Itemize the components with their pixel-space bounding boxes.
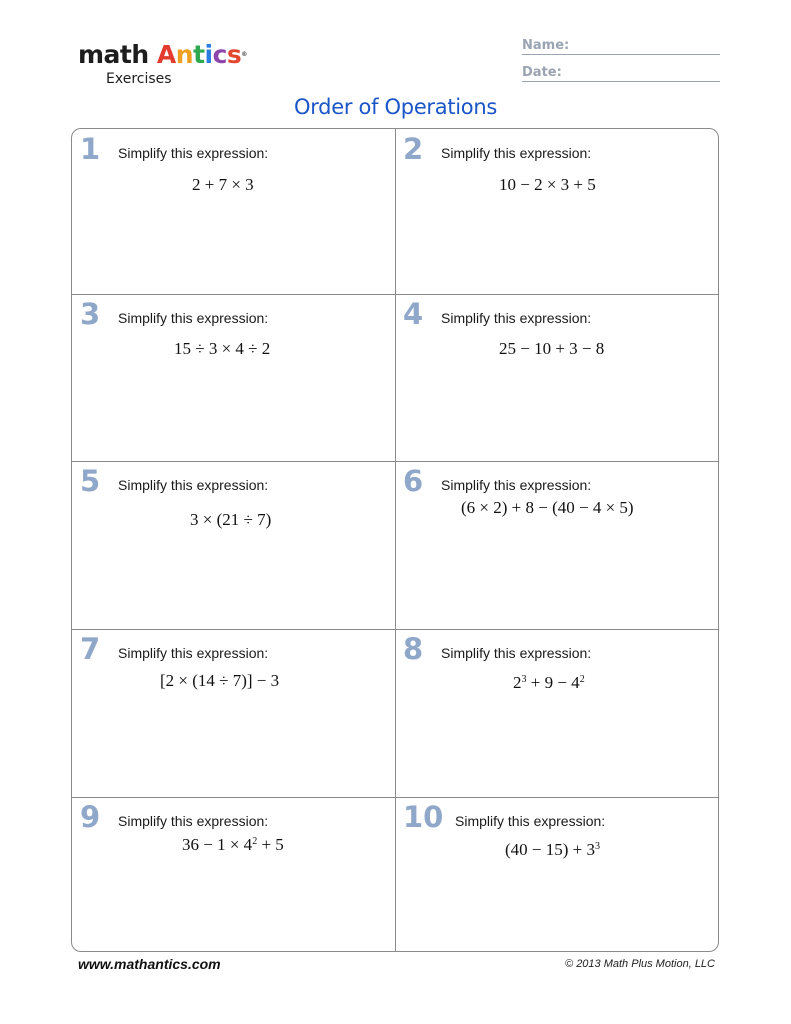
problem-prompt: Simplify this expression: xyxy=(441,477,592,493)
logo-subtitle: Exercises xyxy=(106,71,172,87)
problem-grid xyxy=(71,128,719,952)
logo-brand-letter: c xyxy=(212,40,227,69)
problem-prompt: Simplify this expression: xyxy=(118,310,269,326)
mathantics-logo xyxy=(78,40,247,90)
problem-cell-2 xyxy=(403,133,718,292)
problem-number: 3 xyxy=(80,297,101,331)
logo-brand-letter: s xyxy=(226,40,242,69)
exponent: 3 xyxy=(521,674,527,685)
name-field[interactable] xyxy=(522,36,720,55)
problem-expression xyxy=(160,671,279,691)
exponent: 2 xyxy=(579,674,585,685)
expression-text: 25 − 10 + 3 − 8 xyxy=(499,339,605,358)
problem-number: 10 xyxy=(403,800,444,834)
logo-word-math: math xyxy=(78,40,149,69)
problem-expression xyxy=(192,175,254,195)
expression-text: 15 ÷ 3 × 4 ÷ 2 xyxy=(174,339,271,358)
expression-text: 36 − 1 × 4 xyxy=(182,835,253,854)
problem-number: 9 xyxy=(80,800,101,834)
problem-number: 6 xyxy=(403,464,424,498)
problem-prompt: Simplify this expression: xyxy=(441,145,592,161)
expression-text: (40 − 15) + 3 xyxy=(505,840,595,859)
problem-cell-8 xyxy=(403,633,718,795)
expression-text: + 5 xyxy=(257,835,284,854)
exponent: 2 xyxy=(252,836,258,847)
expression-text: 2 + 7 × 3 xyxy=(192,175,254,194)
expression-text: 10 − 2 × 3 + 5 xyxy=(499,175,596,194)
problem-expression xyxy=(499,175,596,195)
expression-text: 2 xyxy=(513,673,522,692)
problem-expression xyxy=(174,339,270,359)
problem-expression xyxy=(513,673,585,693)
date-field[interactable] xyxy=(522,63,720,82)
expression-text: [2 × (14 ÷ 7)] − 3 xyxy=(160,671,280,690)
website-link[interactable]: www.mathantics.com xyxy=(78,956,221,972)
grid-divider-horizontal xyxy=(72,629,718,630)
exponent: 3 xyxy=(595,841,600,852)
problem-prompt: Simplify this expression: xyxy=(118,813,269,829)
logo-brand-letter: t xyxy=(193,40,205,69)
problem-number: 8 xyxy=(403,632,424,666)
problem-number: 5 xyxy=(80,464,101,498)
problem-cell-10 xyxy=(403,801,718,949)
problem-prompt: Simplify this expression: xyxy=(455,813,606,829)
expression-text: (6 × 2) + 8 − (40 − 4 × 5) xyxy=(461,498,634,517)
problem-prompt: Simplify this expression: xyxy=(118,477,269,493)
problem-prompt: Simplify this expression: xyxy=(118,145,269,161)
grid-divider-vertical xyxy=(395,129,396,951)
problem-number: 4 xyxy=(403,297,424,331)
problem-expression xyxy=(190,510,271,530)
name-label: Name: xyxy=(522,38,570,53)
problem-cell-5 xyxy=(80,465,390,627)
logo-word-brand xyxy=(157,40,241,69)
problem-expression xyxy=(505,840,600,860)
registered-mark-icon: ® xyxy=(241,51,247,58)
expression-text: 3 × (21 ÷ 7) xyxy=(190,510,272,529)
grid-divider-horizontal xyxy=(72,797,718,798)
date-label: Date: xyxy=(522,65,562,80)
problem-expression xyxy=(182,835,284,855)
problem-cell-9 xyxy=(80,801,390,949)
problem-expression xyxy=(499,339,604,359)
worksheet-title: Order of Operations xyxy=(293,95,498,119)
problem-cell-4 xyxy=(403,298,718,459)
problem-cell-7 xyxy=(80,633,390,795)
problem-cell-1 xyxy=(80,133,390,292)
problem-prompt: Simplify this expression: xyxy=(441,310,592,326)
logo-wordmark xyxy=(78,40,247,70)
problem-number: 2 xyxy=(403,132,424,166)
problem-prompt: Simplify this expression: xyxy=(118,645,269,661)
expression-text: + 9 − 4 xyxy=(526,673,580,692)
problem-number: 1 xyxy=(80,132,101,166)
problem-cell-6 xyxy=(403,465,718,627)
grid-divider-horizontal xyxy=(72,461,718,462)
copyright-text: © 2013 Math Plus Motion, LLC xyxy=(565,958,715,970)
problem-cell-3 xyxy=(80,298,390,459)
logo-brand-letter: n xyxy=(175,40,194,69)
logo-brand-letter: i xyxy=(204,40,213,69)
problem-expression xyxy=(461,498,634,518)
problem-number: 7 xyxy=(80,632,101,666)
logo-brand-letter: A xyxy=(156,40,176,69)
grid-divider-horizontal xyxy=(72,294,718,295)
problem-prompt: Simplify this expression: xyxy=(441,645,592,661)
